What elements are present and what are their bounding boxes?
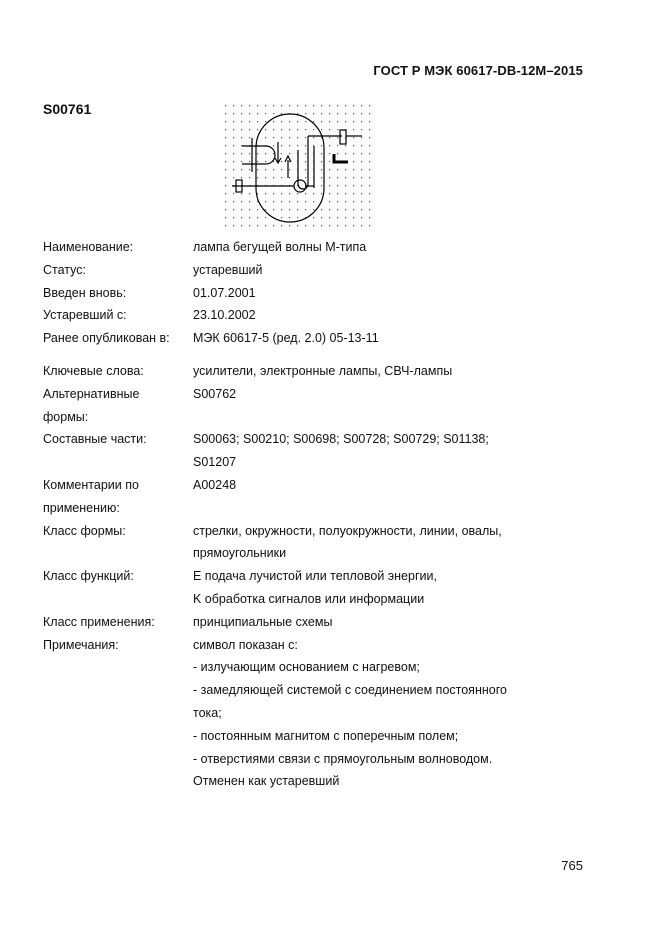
field-obsolete-since <box>43 304 563 327</box>
attributes-table <box>43 236 563 793</box>
field-value: S00063; S00210; S00698; S00728; S00729; S01138; S01207 <box>193 432 489 470</box>
field-previously-published <box>43 327 563 350</box>
field-label: Класс применения: <box>43 614 155 629</box>
field-keywords <box>43 360 563 383</box>
symbol-id: S00761 <box>43 101 92 117</box>
field-value: символ показан с: - излучающим основанием с нагревом; - замедляющей системой с соединением постоянного тока; - постоянным магнитом с поперечным полем; - отверстиями связи с прямоугольным волноводом. Отменен как устаревший <box>193 637 507 789</box>
field-value: 23.10.2002 <box>193 308 256 323</box>
field-value: усилители, электронные лампы, СВЧ-лампы <box>193 363 453 378</box>
field-name <box>43 236 563 259</box>
field-label: Альтернативные формы: <box>43 386 140 424</box>
field-label: Ранее опубликован в: <box>43 331 170 346</box>
field-value: принципиальные схемы <box>193 614 333 629</box>
field-label: Устаревший с: <box>43 308 127 323</box>
field-components <box>43 428 563 474</box>
field-label: Комментарии по применению: <box>43 477 139 515</box>
field-status <box>43 259 563 282</box>
field-application-class <box>43 611 563 634</box>
field-value: стрелки, окружности, полуокружности, линии, овалы, прямоугольники <box>193 523 502 561</box>
field-value: устаревший <box>193 262 263 277</box>
field-label: Ключевые слова: <box>43 363 144 378</box>
field-shape-class <box>43 520 563 566</box>
field-value: МЭК 60617-5 (ред. 2.0) 05-13-11 <box>193 331 379 346</box>
field-label: Класс формы: <box>43 523 126 538</box>
page-number: 765 <box>561 858 583 873</box>
field-label: Введен вновь: <box>43 285 127 300</box>
field-introduced <box>43 282 563 305</box>
field-notes <box>43 634 563 794</box>
travelling-wave-tube-symbol-icon <box>222 102 372 232</box>
field-value: лампа бегущей волны М-типа <box>193 240 367 254</box>
field-application-notes <box>43 474 563 520</box>
document-header: ГОСТ Р МЭК 60617-DB-12M–2015 <box>373 63 583 78</box>
grid-dots <box>222 102 372 230</box>
field-label: Статус: <box>43 262 86 277</box>
field-label: Класс функций: <box>43 569 134 584</box>
field-value: A00248 <box>193 477 237 492</box>
field-function-class <box>43 565 563 611</box>
symbol-figure <box>222 102 372 237</box>
field-label: Наименование: <box>43 240 134 254</box>
field-alternative-forms <box>43 383 563 429</box>
field-value: 01.07.2001 <box>193 285 256 300</box>
field-label: Составные части: <box>43 432 147 447</box>
field-value: E подача лучистой или тепловой энергии, K обработка сигналов или информации <box>193 569 437 606</box>
field-label: Примечания: <box>43 637 119 652</box>
field-value: S00762 <box>193 386 237 401</box>
